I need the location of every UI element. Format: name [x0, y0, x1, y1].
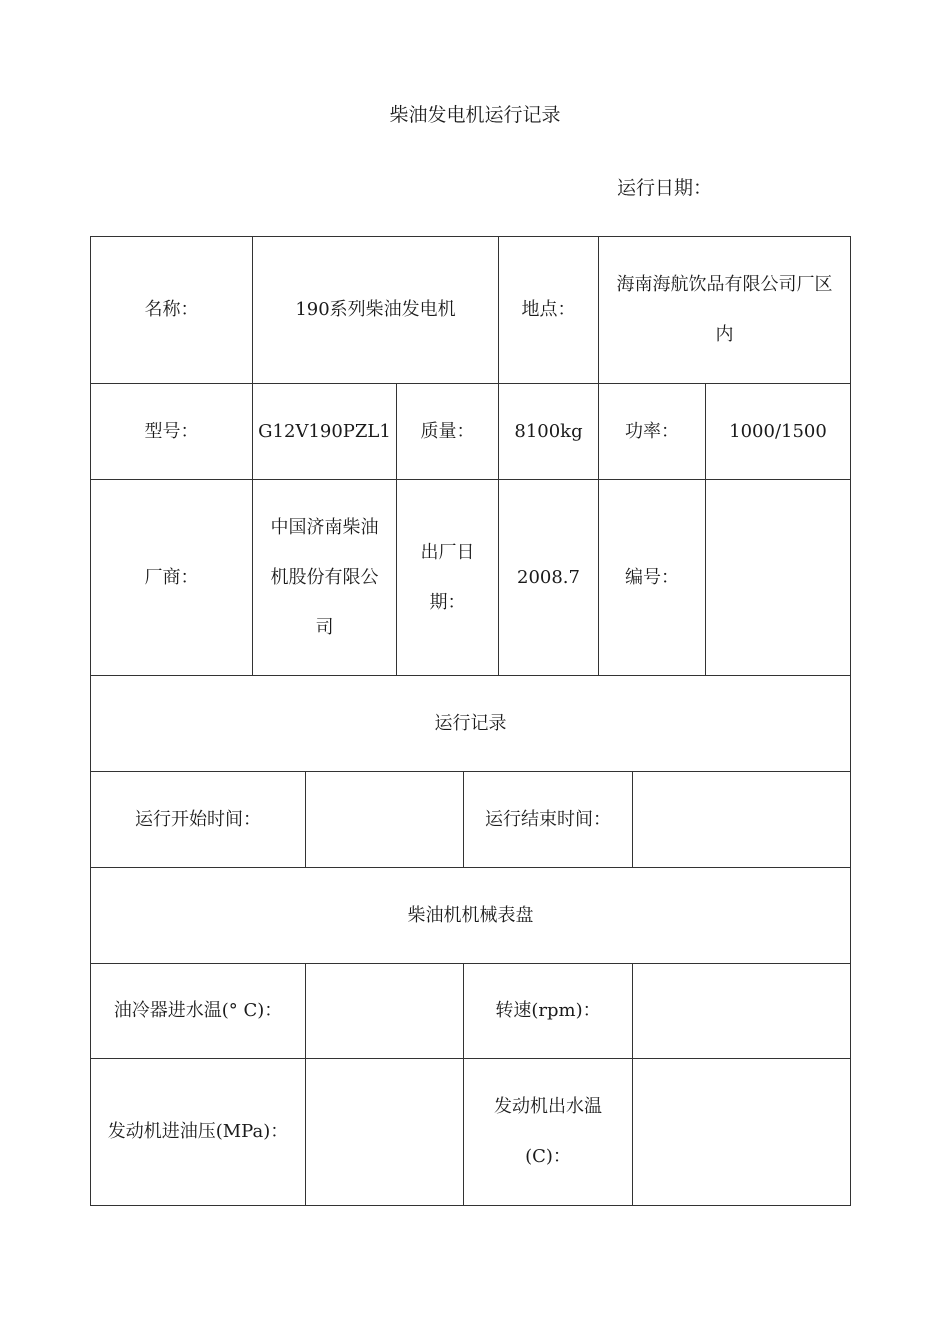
- location-label: 地点：: [521, 299, 576, 320]
- speed-label-cell: [463, 963, 633, 1059]
- oil-pressure-label-cell: [90, 1058, 306, 1206]
- maker-label: 厂商：: [144, 566, 199, 588]
- serial-value-cell: [705, 479, 851, 676]
- maker-value-cell: [252, 479, 397, 676]
- power-label-cell: [598, 383, 706, 480]
- factory-date-label-cell: [396, 479, 499, 676]
- model-value-cell: [252, 383, 397, 480]
- outlet-temp-label-cell: [463, 1058, 633, 1206]
- oil-cooler-temp-label: 油冷器进水温(° C)：: [113, 1000, 283, 1021]
- oil-pressure-value-cell: [305, 1058, 464, 1206]
- serial-label: 编号：: [625, 566, 679, 588]
- start-time-label-cell: [90, 771, 306, 868]
- oil-pressure-label: 发动机进油压(MPa)：: [107, 1121, 289, 1142]
- model-label-cell: [90, 383, 253, 480]
- run-record-header-cell: [90, 675, 851, 772]
- serial-label-cell: [598, 479, 706, 676]
- weight-label: 质量：: [420, 420, 475, 442]
- oil-cooler-temp-value-cell: [305, 963, 464, 1059]
- start-time-label: 运行开始时间：: [135, 808, 261, 830]
- factory-date-value-cell: [498, 479, 599, 676]
- end-time-label: 运行结束时间：: [485, 808, 611, 830]
- weight-label-cell: [396, 383, 499, 480]
- location-value-cell: [598, 236, 851, 384]
- factory-date-label: 出厂日期：: [420, 541, 475, 613]
- end-time-label-cell: [463, 771, 633, 868]
- speed-label: 转速(rpm)：: [495, 1000, 601, 1021]
- weight-value: 8100kg: [514, 420, 583, 442]
- location-label-cell: [498, 236, 599, 384]
- maker-value: 中国济南柴油机股份有限公司: [270, 516, 379, 638]
- factory-date-value: 2008.7: [517, 566, 580, 588]
- model-label: 型号：: [144, 420, 199, 442]
- power-value-cell: [705, 383, 851, 480]
- run-date-label: 运行日期：: [617, 177, 713, 199]
- maker-label-cell: [90, 479, 253, 676]
- name-value: 190系列柴油发电机: [295, 299, 456, 320]
- speed-value-cell: [632, 963, 851, 1059]
- name-value-cell: [252, 236, 499, 384]
- outlet-temp-value-cell: [632, 1058, 851, 1206]
- page-title: 柴油发电机运行记录: [389, 104, 561, 126]
- name-label-cell: [90, 236, 253, 384]
- weight-value-cell: [498, 383, 599, 480]
- location-value: 海南海航饮品有限公司厂区内: [616, 274, 833, 345]
- gauge-header-cell: [90, 867, 851, 964]
- run-record-header: 运行记录: [434, 712, 507, 734]
- name-label: 名称：: [144, 299, 199, 320]
- start-time-value-cell: [305, 771, 464, 868]
- power-value: 1000/1500: [729, 420, 827, 442]
- gauge-header: 柴油机机械表盘: [407, 904, 534, 926]
- oil-cooler-temp-label-cell: [90, 963, 306, 1059]
- end-time-value-cell: [632, 771, 851, 868]
- model-value: G12V190PZL1: [258, 420, 391, 442]
- outlet-temp-label: 发动机出水温(C)：: [494, 1096, 602, 1167]
- power-label: 功率：: [625, 420, 679, 442]
